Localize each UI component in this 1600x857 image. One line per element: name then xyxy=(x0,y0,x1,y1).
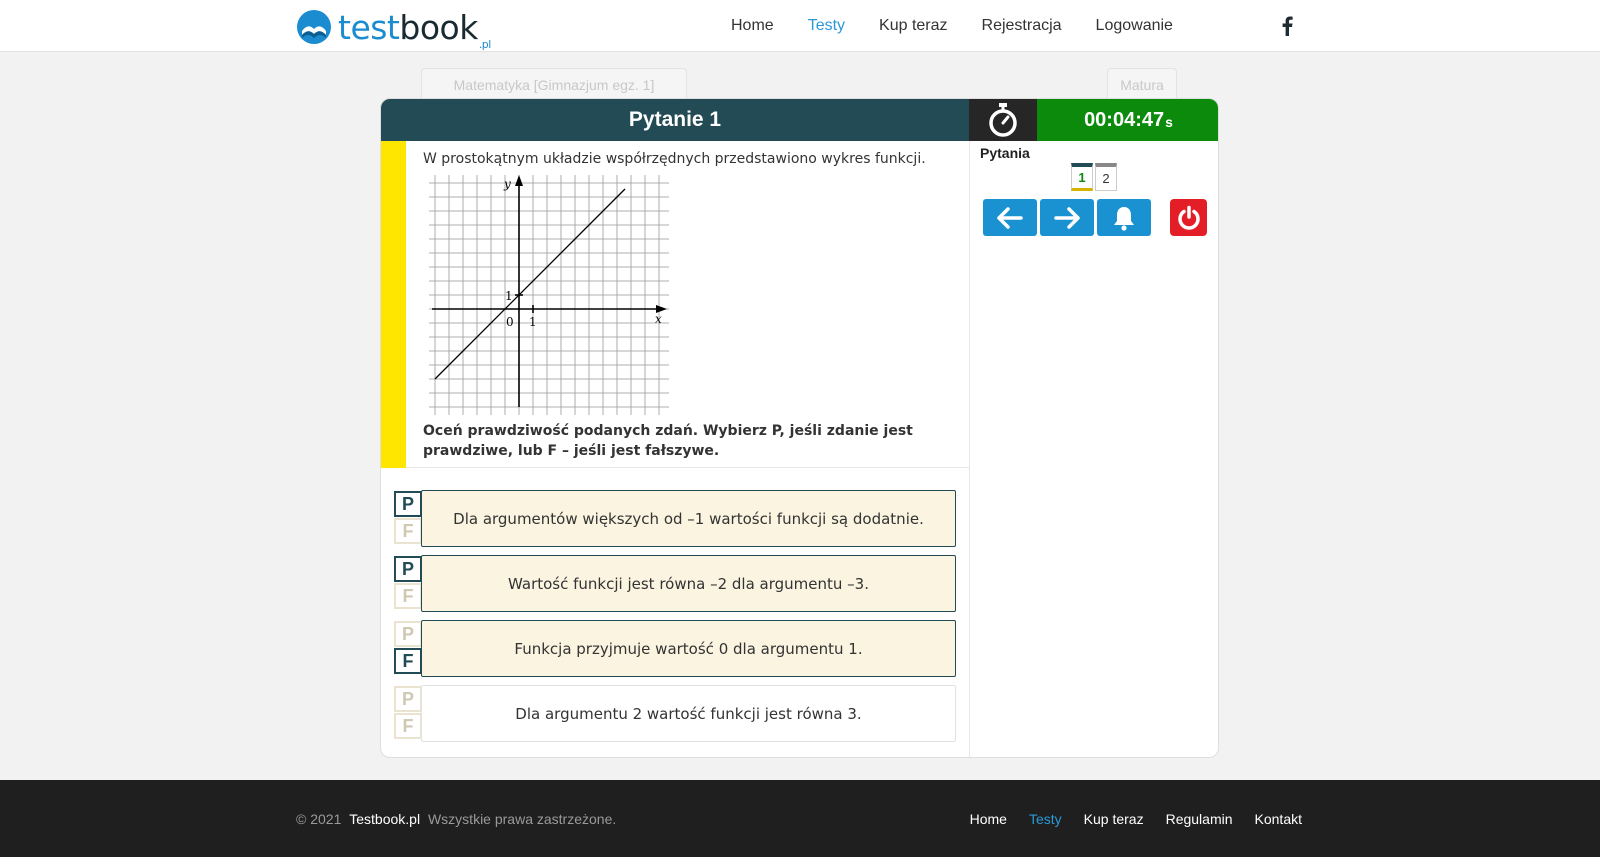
x-tick-1: 1 xyxy=(529,315,537,329)
question-sidebar xyxy=(969,141,1219,758)
nav-home[interactable]: Home xyxy=(731,17,774,34)
answer-statement-4: Dla argumentu 2 wartość funkcji jest równa 3. xyxy=(421,685,956,742)
question-number-1[interactable]: 1 xyxy=(1071,163,1093,191)
true-button-2[interactable]: P xyxy=(394,556,422,582)
answer-row-1 xyxy=(394,490,956,547)
false-button-2[interactable]: F xyxy=(394,583,422,609)
answer-row-2 xyxy=(394,555,956,612)
copyright-notice xyxy=(296,811,616,827)
x-axis-label: x xyxy=(655,312,662,326)
stopwatch-icon xyxy=(987,103,1019,137)
testbook-logo[interactable] xyxy=(296,7,491,51)
answer-statement-3: Funkcja przyjmuje wartość 0 dla argumentu 1. xyxy=(421,620,956,677)
true-button-4[interactable]: P xyxy=(394,686,422,712)
next-question-button[interactable] xyxy=(1040,199,1094,236)
question-instruction: Oceń prawdziwość podanych zdań. Wybierz P, jeśli zdanie jest prawdziwe, lub F – jeśli jest fałszywe. xyxy=(423,423,913,459)
question-marker-bar xyxy=(381,141,406,468)
origin-label: 0 xyxy=(506,315,514,329)
question-number-list xyxy=(1071,163,1119,191)
answer-row-4 xyxy=(394,685,956,742)
footer-nav xyxy=(948,811,1302,827)
top-header xyxy=(0,0,1600,52)
rights-text: Wszystkie prawa zastrzeżone. xyxy=(427,811,617,827)
question-card xyxy=(380,98,1219,758)
y-tick-1: 1 xyxy=(505,289,513,303)
previous-question-button[interactable] xyxy=(983,199,1037,236)
timer-value: 00:04:47 xyxy=(1084,108,1165,131)
timer-display xyxy=(1037,99,1219,141)
navigation-controls xyxy=(983,199,1154,236)
nav-testy[interactable]: Testy xyxy=(807,17,846,34)
question-title: Pytanie 1 xyxy=(381,99,969,141)
answer-row-3 xyxy=(394,620,956,677)
answer-statement-2: Wartość funkcji jest równa –2 dla argumentu –3. xyxy=(421,555,956,612)
power-icon xyxy=(1176,205,1202,231)
arrow-left-icon xyxy=(997,207,1023,229)
logo-text: testbook$_{.pl}$ xyxy=(338,7,491,51)
main-nav xyxy=(731,17,1207,35)
ghost-tab-subject[interactable]: Matematyka [Gimnazjum egz. 1] xyxy=(421,68,687,100)
timer-icon-box xyxy=(969,99,1037,141)
book-logo-icon xyxy=(296,9,332,45)
arrow-right-icon xyxy=(1054,207,1080,229)
page-footer xyxy=(0,780,1600,857)
bell-icon xyxy=(1112,205,1136,231)
nav-kup-teraz[interactable]: Kup teraz xyxy=(879,17,948,34)
copyright-year: © 2021 xyxy=(296,811,342,827)
false-button-4[interactable]: F xyxy=(394,713,422,739)
nav-rejestracja[interactable]: Rejestracja xyxy=(981,17,1062,34)
end-test-button[interactable] xyxy=(1170,199,1207,236)
footer-nav-kontakt[interactable]: Kontakt xyxy=(1254,811,1302,827)
question-text: W prostokątnym układzie współrzędnych przedstawiono wykres funkcji. xyxy=(423,151,926,167)
true-button-3[interactable]: P xyxy=(394,621,422,647)
footer-brand: Testbook.pl xyxy=(349,811,421,827)
nav-logowanie[interactable]: Logowanie xyxy=(1095,17,1173,34)
sidebar-title: Pytania xyxy=(980,145,1030,161)
footer-nav-kup-teraz[interactable]: Kup teraz xyxy=(1083,811,1144,827)
ghost-tab-matura[interactable]: Matura xyxy=(1107,68,1177,100)
answer-statement-1: Dla argumentów większych od –1 wartości funkcji są dodatnie. xyxy=(421,490,956,547)
footer-nav-testy[interactable]: Testy xyxy=(1028,811,1062,827)
true-button-1[interactable]: P xyxy=(394,491,422,517)
function-graph xyxy=(429,175,671,415)
y-axis-label: y xyxy=(504,177,511,191)
timer-unit: s xyxy=(1165,114,1173,130)
false-button-3[interactable]: F xyxy=(394,648,422,674)
footer-nav-regulamin[interactable]: Regulamin xyxy=(1165,811,1233,827)
question-number-2[interactable]: 2 xyxy=(1095,163,1117,191)
notification-button[interactable] xyxy=(1097,199,1151,236)
footer-nav-home[interactable]: Home xyxy=(969,811,1007,827)
false-button-1[interactable]: F xyxy=(394,518,422,544)
question-body xyxy=(381,141,969,468)
answer-list xyxy=(394,490,956,750)
facebook-icon[interactable] xyxy=(1280,16,1294,36)
